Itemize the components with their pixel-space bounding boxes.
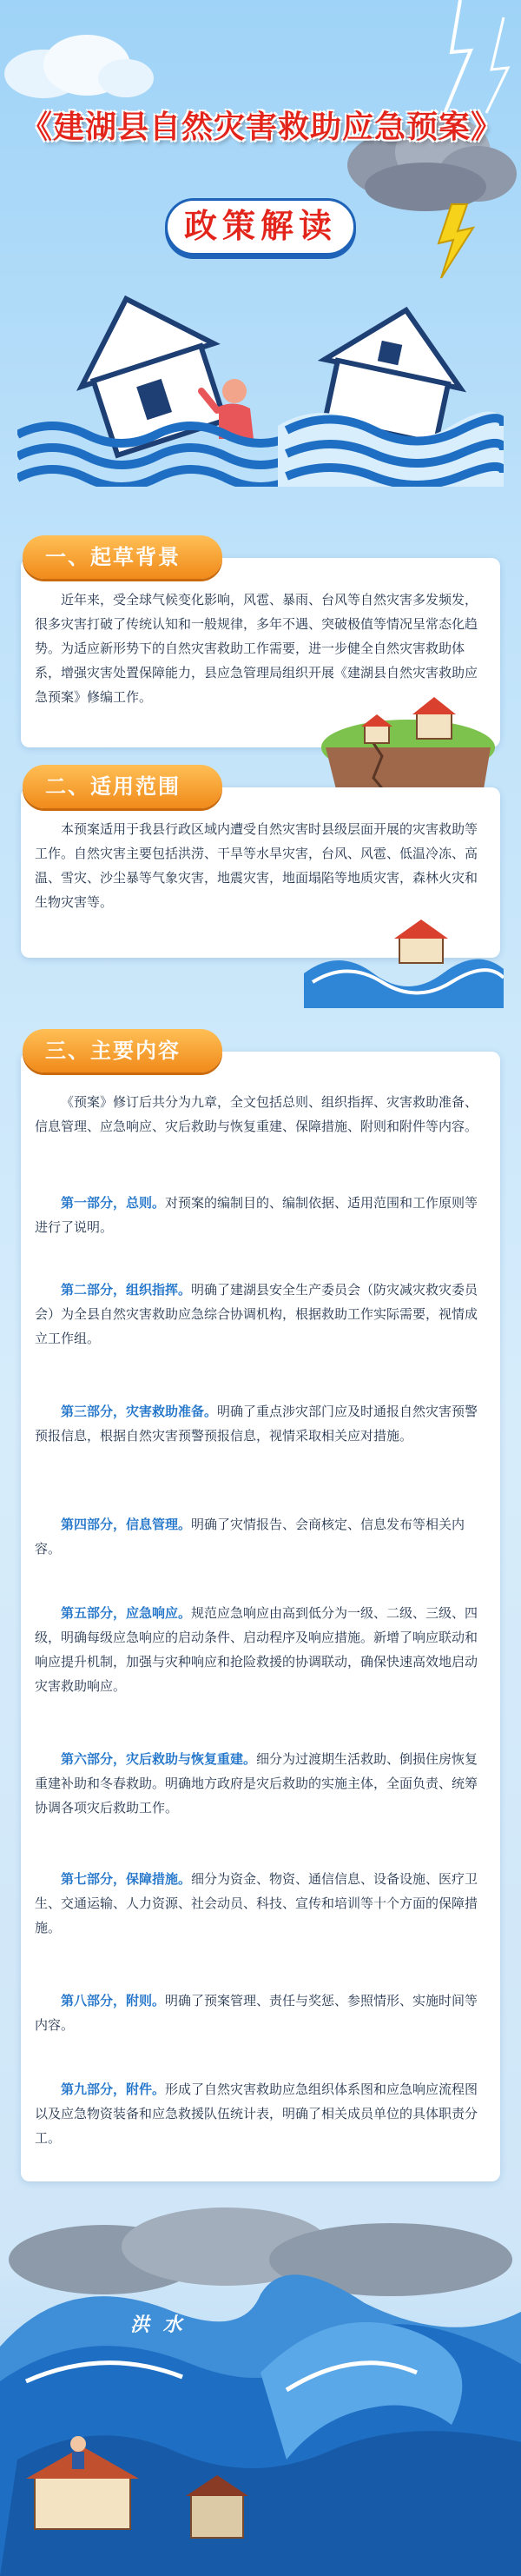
part-label: 第六部分，灾后救助与恢复重建。 [61,1751,257,1767]
part-5 [35,1601,486,1698]
flood-house-small-illustration [304,913,504,1008]
part-9 [35,2077,486,2150]
subtitle-badge [165,198,356,256]
part-text: 明确了灾情报告、会商核定、信息发布等相关内容。 [35,1517,465,1557]
part-text: 细分为资金、物资、通信信息、设备设施、医疗卫生、交通运输、人力资源、社会动员、科技、宣传和培训等十个方面的保障措施。 [35,1871,478,1935]
part-text: 明确了重点涉灾部门应及时通报自然灾害预警预报信息，根据自然灾害预警预报信息，视情采取相关应对措施。 [35,1404,478,1444]
section-heading-background [23,535,222,579]
part-text: 明确了建湖县安全生产委员会（防灾减灾救灾委员会）为全县自然灾害救助应急综合协调机构，根据救助工作实际需要，视情成立工作组。 [35,1282,478,1346]
part-8 [35,1988,486,2037]
section-heading-scope [23,765,222,808]
section-heading-label: 二、适用范围 [45,774,181,799]
part-text: 细分为过渡期生活救助、倒损住房恢复重建补助和冬春救助。明确地方政府是灾后救助的实施主体，全面负责、统筹协调各项灾后救助工作。 [35,1751,478,1816]
part-label: 第九部分，附件。 [61,2081,166,2097]
content-intro: 《预案》修订后共分为九章，全文包括总则、组织指挥、灾害救助准备、信息管理、应急响应、灾后救助与恢复重建、保障措施、附则和附件等内容。 [35,1094,478,1134]
part-label: 第七部分，保障措施。 [61,1871,192,1887]
part-text: 对预案的编制目的、编制依据、适用范围和工作原则等进行了说明。 [35,1195,478,1235]
flood-wave-illustration [0,2199,521,2576]
section-heading-label: 一、起草背景 [45,545,181,569]
section-heading-label: 三、主要内容 [45,1039,181,1063]
part-3 [35,1399,486,1448]
part-text: 形成了自然灾害救助应急组织体系图和应急响应流程图以及应急物资装备和应急救援队伍统计表，明确了相关成员单位的具体职责分工。 [35,2081,478,2146]
cloud-icon [0,26,156,104]
page-title: 《建湖县自然灾害救助应急预案》 [21,110,504,145]
part-6 [35,1747,486,1820]
part-label: 第五部分，应急响应。 [61,1605,192,1621]
section-heading-content [23,1029,222,1072]
flood-label: 洪 水 [130,2314,186,2336]
part-label: 第八部分，附则。 [61,1993,166,2008]
part-label: 第四部分，信息管理。 [61,1517,192,1532]
part-4 [35,1512,486,1561]
part-1 [35,1191,486,1239]
page-subtitle: 政策解读 [183,207,337,245]
part-text: 明确了预案管理、责任与奖惩、参照情形、实施时间等内容。 [35,1993,478,2033]
part-2 [35,1278,486,1351]
flooded-house-illustration [17,261,504,487]
part-label: 第一部分，总则。 [61,1195,166,1211]
part-7 [35,1867,486,1940]
part-label: 第二部分，组织指挥。 [61,1282,192,1298]
scope-paragraph: 本预案适用于我县行政区域内遭受自然灾害时县级层面开展的灾害救助等工作。自然灾害主要包括洪涝、干旱等水旱灾害，台风、风雹、低温冷冻、高温、雪灾、沙尘暴等气象灾害，地震灾害，地面塌陷等地质灾害，森林火灾和生物灾害等。 [35,821,478,910]
part-label: 第三部分，灾害救助准备。 [61,1404,218,1419]
part-text: 规范应急响应由高到低分为一级、二级、三级、四级，明确每级应急响应的启动条件、启动程序及响应措施。新增了响应联动和响应提升机制，加强与灾种响应和抢险救援的协调联动，确保快速高效地启动灾害救助响应。 [35,1605,478,1694]
background-paragraph: 近年来，受全球气候变化影响，风雹、暴雨、台风等自然灾害多发频发，很多灾害打破了传统认知和一般规律，多年不遇、突破极值等情况呈常态化趋势。为适应新形势下的自然灾害救助工作需要，进一步健全自然灾害救助体系，增强灾害处置保障能力，县应急管理局组织开展《建湖县自然灾害救助应急预案》修编工作。 [35,592,478,705]
